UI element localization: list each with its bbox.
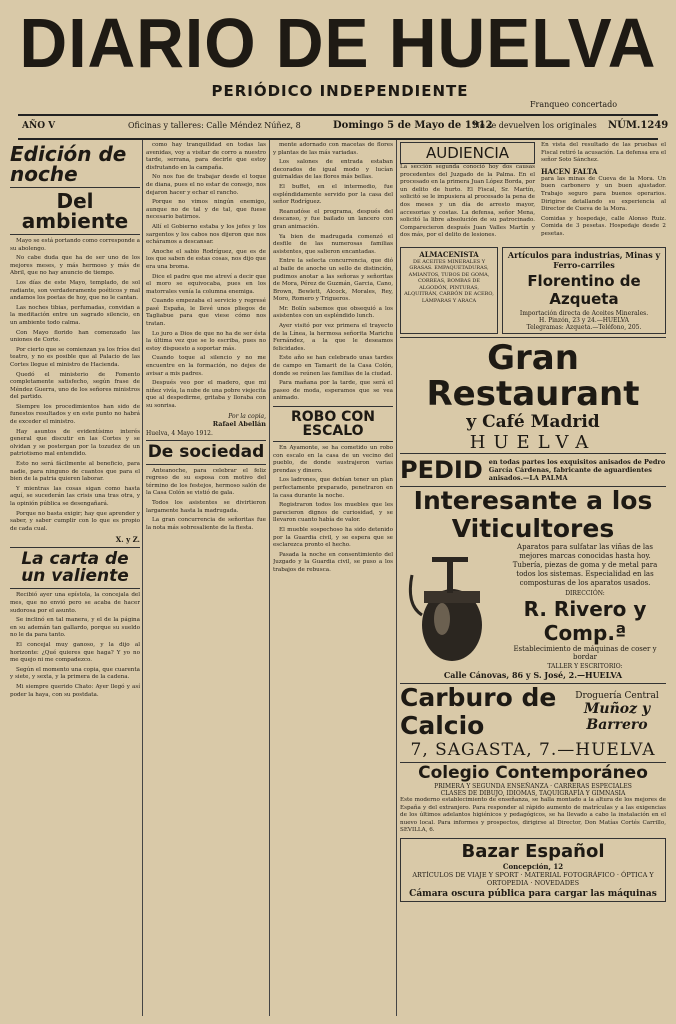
notice-heading: HACEN FALTA — [541, 166, 598, 176]
article-body — [10, 238, 140, 533]
bazar-ad — [400, 838, 666, 902]
paragraph: Anoche el sabio Rodríguez, que es de los que saben de estas cosas, nos dijo que era una broma. — [146, 248, 266, 270]
paragraph: Siempre los procedimientos han sido de funestos resultados y en este punto no habrá de exceder el ministro. — [10, 403, 140, 426]
ad-text: en todas partes los exquisitos anisados de Pedro García Cárdenas, fabricante de aguardientes anisados.—LA PALMA — [488, 457, 666, 482]
azqueta-ad — [502, 247, 666, 334]
ad-subtitle: Artículos para industrias, Minas y Ferro-carriles — [507, 249, 661, 270]
paragraph: Quedó el ministerio de Fomento completamente satisfecho, según frase de Méndez Guerra, uno de los señores ministros del partido. — [10, 371, 140, 401]
paragraph: Dice el padre que me atreví a decir que el moro se equivocaba, pues en los matorrales venía la columna enemiga. — [146, 273, 266, 295]
paragraph: Cuando empezaba el servicio y regresé pasé España, le llevé unos pliegos de Tagliabue para que viese cómo nos tratan. — [146, 298, 266, 328]
paragraph: Para mañana por la tarde, que será el paseo de moda, esperamos que se vea animado. — [273, 380, 393, 402]
article-headline: ROBO CON ESCALO — [290, 409, 376, 439]
paragraph: Reanudóse el programa, después del descanso, y fue bailado un lancero con gran animación. — [273, 208, 393, 230]
newspaper-subtitle: PERIÓDICO INDEPENDIENTE — [211, 82, 469, 100]
pedid-ad — [400, 453, 666, 487]
article-headline: De sociedad — [147, 441, 265, 462]
ad-telephone: Telegramas: Azqueta.—Teléfono, 205. — [526, 323, 642, 331]
ad-title: ALMACENISTA — [419, 249, 479, 259]
article-body — [146, 468, 266, 533]
paragraph: Después veo por el madero, que mi niñez vivía, la nube de una pobre viejecita que al despedirme, gritaba y lloraba con su sonrisa. — [146, 380, 266, 409]
paragraph: Y mientras las cosas sigan como hasta aquí, se sucederán las crisis una tras otra, y la opinión pública se desengañará. — [10, 485, 140, 507]
workshop-label: TALLER Y ESCRITORIO: — [547, 662, 623, 670]
paragraph: Los salones de entrada estaban decorados de igual modo y lucían guirnaldas de las flores más bellas. — [273, 159, 393, 181]
paragraph: El buffet, en el intermedio, fue espléndidamente servido por la casa del señor Rodríguez. — [273, 183, 393, 206]
paragraph: Lo juro a Dios de que no ha de ser ésta la última vez que se lo escriba, pues no estoy dispuesto a soportar más. — [146, 330, 266, 352]
paragraph: Con Mayo florido han comenzado las uniones de Corte. — [10, 329, 140, 344]
article-body — [146, 142, 266, 411]
ad-title: PEDID — [400, 455, 483, 484]
paragraph: Los días de este Mayo, templado, de sol radiante, son verdaderamente poéticos y mal andamos los poetas de hoy, que no le cantan. — [10, 279, 140, 302]
originals-notice: No se devuelven los originales — [473, 121, 597, 130]
article-headline: Del ambiente — [21, 189, 129, 233]
article-signature: Rafael Abellán — [212, 419, 266, 428]
ad-subtitle: Droguería Central — [575, 690, 659, 701]
article-body — [273, 142, 393, 403]
colegio-ad — [400, 763, 666, 835]
ad-company: R. Rivero y Comp.ª — [523, 596, 647, 645]
ad-text: ARTÍCULOS DE VIAJE Y SPORT · MATERIAL FOTOGRÁFICO · ÓPTICA Y ORTOPEDIA · NOVEDADES — [412, 870, 654, 887]
paragraph: Ayer visitó por vez primera el trayecto de la Línea, la hermosa señorita Marichu Fernández, a la que le deseamos felicidades. — [273, 323, 393, 352]
column-rule — [396, 140, 397, 1016]
article-signature: X. y Z. — [115, 535, 140, 545]
issue-number: NÚM.1249 — [608, 120, 669, 131]
paragraph: Según el momento una copia, que cuarenta y siete, y sexta, y la primera de la cadena. — [10, 666, 140, 681]
paragraph: En Ayamonte, se ha cometido un robo con escalo en la casa de un vecino del pueblo, de donde sustrajeron varias prendas y dinero. — [273, 445, 393, 474]
column-rule — [142, 140, 143, 1016]
paragraph: No cabe duda que ha de ser uno de los mejores meses, y más hermoso y más de Abril, que no hay anuncio de tiempo. — [10, 255, 140, 277]
almacenista-ad — [400, 247, 498, 334]
article-body: La sección segunda conoció hoy dos causas procedentes del Juzgado de la Palma. En el procesado en la primera Juan López Borda, por un delito de hurto. El Fiscal, Sr. Martín, solicitó se le impusiera al procesado la pena de dos meses y un día de arresto mayor, accesorias y costas. La defensa, señor Mena, solicitó la libre absolución de su patrocinado. Comparecieron después Juan Valles Martín y dos más, por el delito de lesiones. — [400, 164, 535, 239]
paragraph: Allí el Gobierno estaba y los jefes y los sargentos y los cabos nos dijeron que nos echáramos a descansar. — [146, 223, 266, 246]
ad-subtitle: CLASES DE DIBUJO, IDIOMAS, TAQUIGRAFÍA Y GIMNASIA — [440, 789, 626, 797]
copy-note: Por la copia, — [228, 412, 266, 420]
ad-footer: Cámara oscura pública para cargar las máquinas — [409, 888, 657, 899]
ad-text: DE ACEITES MINERALES Y GRASAS. EMPAQUETADURAS, AMIANTOS, TUBOS DE GOMA, CORREAS, BOMBAS DE ALGODÓN, PINTURAS, ALQUITRÁN, CARBÓN DE ACERO, LÁMPARAS Y ARACA — [404, 258, 494, 304]
ad-city: HUELVA — [469, 431, 597, 453]
paragraph: Las noches tibias, perfumadas, convidan a la meditación entre un sagrado silencio, en un ambiente todo calma. — [10, 304, 140, 326]
paragraph: Porque no basta exigir; hay que aprender y saber, y saber cumplir con lo que es propio de cada cual. — [10, 510, 140, 532]
paragraph: Todos los asistentes se divirtieron largamente hasta la madrugada. — [146, 499, 266, 514]
edition-heading: Edición de noche — [10, 142, 127, 186]
paragraph: Entre la selecta concurrencia, que dió al baile de anoche un sello de distinción, pudimos anotar a las señoras y señoritas de Mora, Pérez de Guzmán, Garcia, Cano, Brown, Bewlett, Alcock, Morales, Rey, Moro, Romero y Trigueros. — [273, 258, 393, 303]
newspaper-title: DIARIO DE HUELVA — [19, 4, 657, 82]
column-2 — [146, 142, 266, 1017]
ad-address: Concepción, 12 — [502, 861, 564, 871]
article-body — [273, 445, 393, 575]
ad-text: Aparatos para sulfatar las viñas de las mejores marcas conocidas hasta hoy. Tubería, piezas de goma y de metal para todos los sistemas. Especialidad en las composturas de los aparatos usados. — [512, 542, 658, 587]
ad-text: Importación directa de Aceites Minerales. — [519, 309, 649, 317]
article-body: para las minas de Cueva de la Mora. Un buen carbonero y un buen ajustador. Trabajo seguro para buenos operarios. Dirigirse detallando su experiencia al Director de Cueva de la Mora. — [541, 175, 666, 213]
article-body: En vista del resultado de las pruebas el Fiscal retiró la acusación. La defensa era el señor Soto Sánchez. — [541, 142, 666, 164]
paragraph: Se inclinó en tal manera, y el de la página en su ademán tan gallardo, porque su sueldo no le da para tanto. — [10, 617, 140, 639]
paragraph: Los ladrones, que debían tener un plan perfectamente preparado, penetraron en la casa durante la noche. — [273, 477, 393, 499]
dateline-bar — [18, 114, 669, 140]
paragraph: Porque no vimos ningún enemigo, aunque no de tal y de tal, que fuese necesario batirnos. — [146, 199, 266, 221]
paragraph: La gran concurrencia de señoritas fue la nota más sobresaliente de la fiesta. — [146, 517, 266, 531]
article-body: Comidas y hospedaje, calle Alonso Ruiz. Comida de 3 pesetas. Hospedaje desde 2 pesetas. — [541, 215, 666, 237]
column-3 — [273, 142, 393, 1017]
ad-title: Colegio Contemporáneo — [418, 762, 648, 783]
ad-title: Bazar Español — [461, 840, 605, 862]
article-headline: La carta de un valiente — [21, 549, 129, 587]
paragraph: Registraron todos los muebles que les parecieron dignos de curiosidad, y se llevaron cuanto había de valor. — [273, 502, 393, 524]
paragraph: Este año se han celebrado unas tardes de campo en Tamarit de la Casa Colón, donde se reúnen las familias de la ciudad. — [273, 355, 393, 377]
place-date: Huelva, 4 Mayo 1912. — [146, 429, 213, 437]
paragraph: Hay asuntos de evidentísimo interés general que discutir en las Cortes y se olvidan y se postergan por la tozudez de un patriotismo mal entendido. — [10, 428, 140, 458]
ad-company: Muñoz y Barrero — [583, 700, 651, 733]
paragraph: Cuando toque al silencio y no me encuentre en la formación, no dejes de avisar a mis padres. — [146, 355, 266, 377]
ad-title: Florentino de Azqueta — [527, 271, 641, 308]
column-rule — [269, 140, 270, 1016]
sprayer-illustration — [402, 545, 498, 665]
paragraph: Por cierto que se comienzan ya los fríos del teatro, y no es posible que al Palacio de las Cortes llegue el ministro de Hacienda. — [10, 346, 140, 368]
paragraph: Mayo se está portando como corresponde a su abolengo. — [10, 238, 140, 252]
offices-address: Oficinas y talleres: Calle Méndez Núñez, 8 — [128, 121, 301, 130]
masthead — [10, 4, 666, 82]
column-4 — [400, 142, 666, 1017]
paragraph: No nos fue de trabajar desde el toque de diana, pues el no estar de consejo, nos dejaron hacer y echar el rancho. — [146, 174, 266, 196]
ad-subtitle: y Café Madrid — [466, 411, 600, 432]
notices-section — [541, 142, 666, 240]
column-1 — [10, 142, 140, 1017]
paragraph: Mr. Bolín sabemos que obsequió a los asistentes con un espléndido lunch. — [273, 305, 393, 320]
ad-text: Este moderno establecimiento de enseñanza, se halla montado a la altura de los mejores de España y del extranjero. Para responder al rápido aumento de matrículas y a las exigencias de los últimos adelantos higiénicos y pedagógicos, se ha llevado a cabo la instalación en el nuevo local. Para informes y prospectos, dirigirse al Director, Don Matías Cortés Carrillo, SEVILLA, 6. — [400, 796, 666, 834]
direction-label: DIRECCIÓN: — [565, 589, 605, 597]
paragraph: Mi siempre querido Chato: Ayer llegó y así poder la haya, con su postdata. — [10, 683, 140, 698]
paragraph: Esto no será fácilmente al beneficio, para nadie, para ninguno de cuantos que para el bien de la patria quieren laborar. — [10, 461, 140, 483]
ad-text: Establecimiento de máquinas de coser y bordar — [513, 644, 657, 661]
year-label: AÑO V — [22, 121, 56, 131]
paragraph: El mueble sospechoso ha sido detenido por la Guardia civil, y se espera que se esclarezca pronto el hecho. — [273, 526, 393, 549]
ad-address: H. Pinzón, 23 y 24.—HUELVA — [539, 316, 629, 324]
issue-date: Domingo 5 de Mayo de 1912 — [333, 120, 493, 131]
paragraph: Ya bien de madrugada comenzó el desfile de las numerosas familias asistentes, que salieron encantadas. — [273, 233, 393, 255]
paragraph: como hay tranquilidad en todas las avenidas, voy a visitar de corro a nuestro tarde, serrana, para decirle que estoy disfrutando en la campaña. — [146, 142, 266, 171]
paragraph: Recibió ayer una epístola, la concejala del mes, que no envió pero se acaba de hacer sudorosa por el asunto. — [10, 592, 140, 614]
ad-title: Interesante a los Viticultores — [413, 485, 653, 543]
restaurant-ad — [400, 337, 666, 453]
paragraph: Anteanoche, para celebrar el feliz regreso de su esposa con motivo del término de los festejos, hermoso salón de la Casa Colón se vistió de gala. — [146, 467, 266, 497]
section-heading: AUDIENCIA — [400, 142, 535, 164]
ad-address: Calle Cánovas, 86 y S. José, 2.—HUELVA — [443, 669, 623, 680]
ad-subtitle: PRIMERA Y SEGUNDA ENSEÑANZA · CARRERAS ESPECIALES — [434, 782, 632, 790]
paragraph: El concejal muy ganoso, y la dijo al horizonte: ¿Qué quieres que haga? Y yo no me quejo ni me compadezco. — [10, 641, 140, 664]
ad-title: Carburo de Calcio — [400, 682, 557, 740]
audiencia-section — [400, 142, 535, 240]
paragraph: mente adornado con macetas de flores y plantas de las más variadas. — [273, 142, 393, 156]
ad-address: 7, SAGASTA, 7.—HUELVA — [400, 740, 666, 763]
paragraph: Pasada la noche en consentimiento del Juzgado y la Guardia civil, se puso a los trabajos de rebusca. — [273, 551, 393, 573]
carburo-ad — [400, 683, 666, 740]
ad-title: Gran Restaurant — [426, 337, 640, 414]
article-body — [10, 592, 140, 699]
franqueo-note: Franqueo concertado — [530, 100, 618, 109]
viticultores-ad — [400, 487, 666, 680]
